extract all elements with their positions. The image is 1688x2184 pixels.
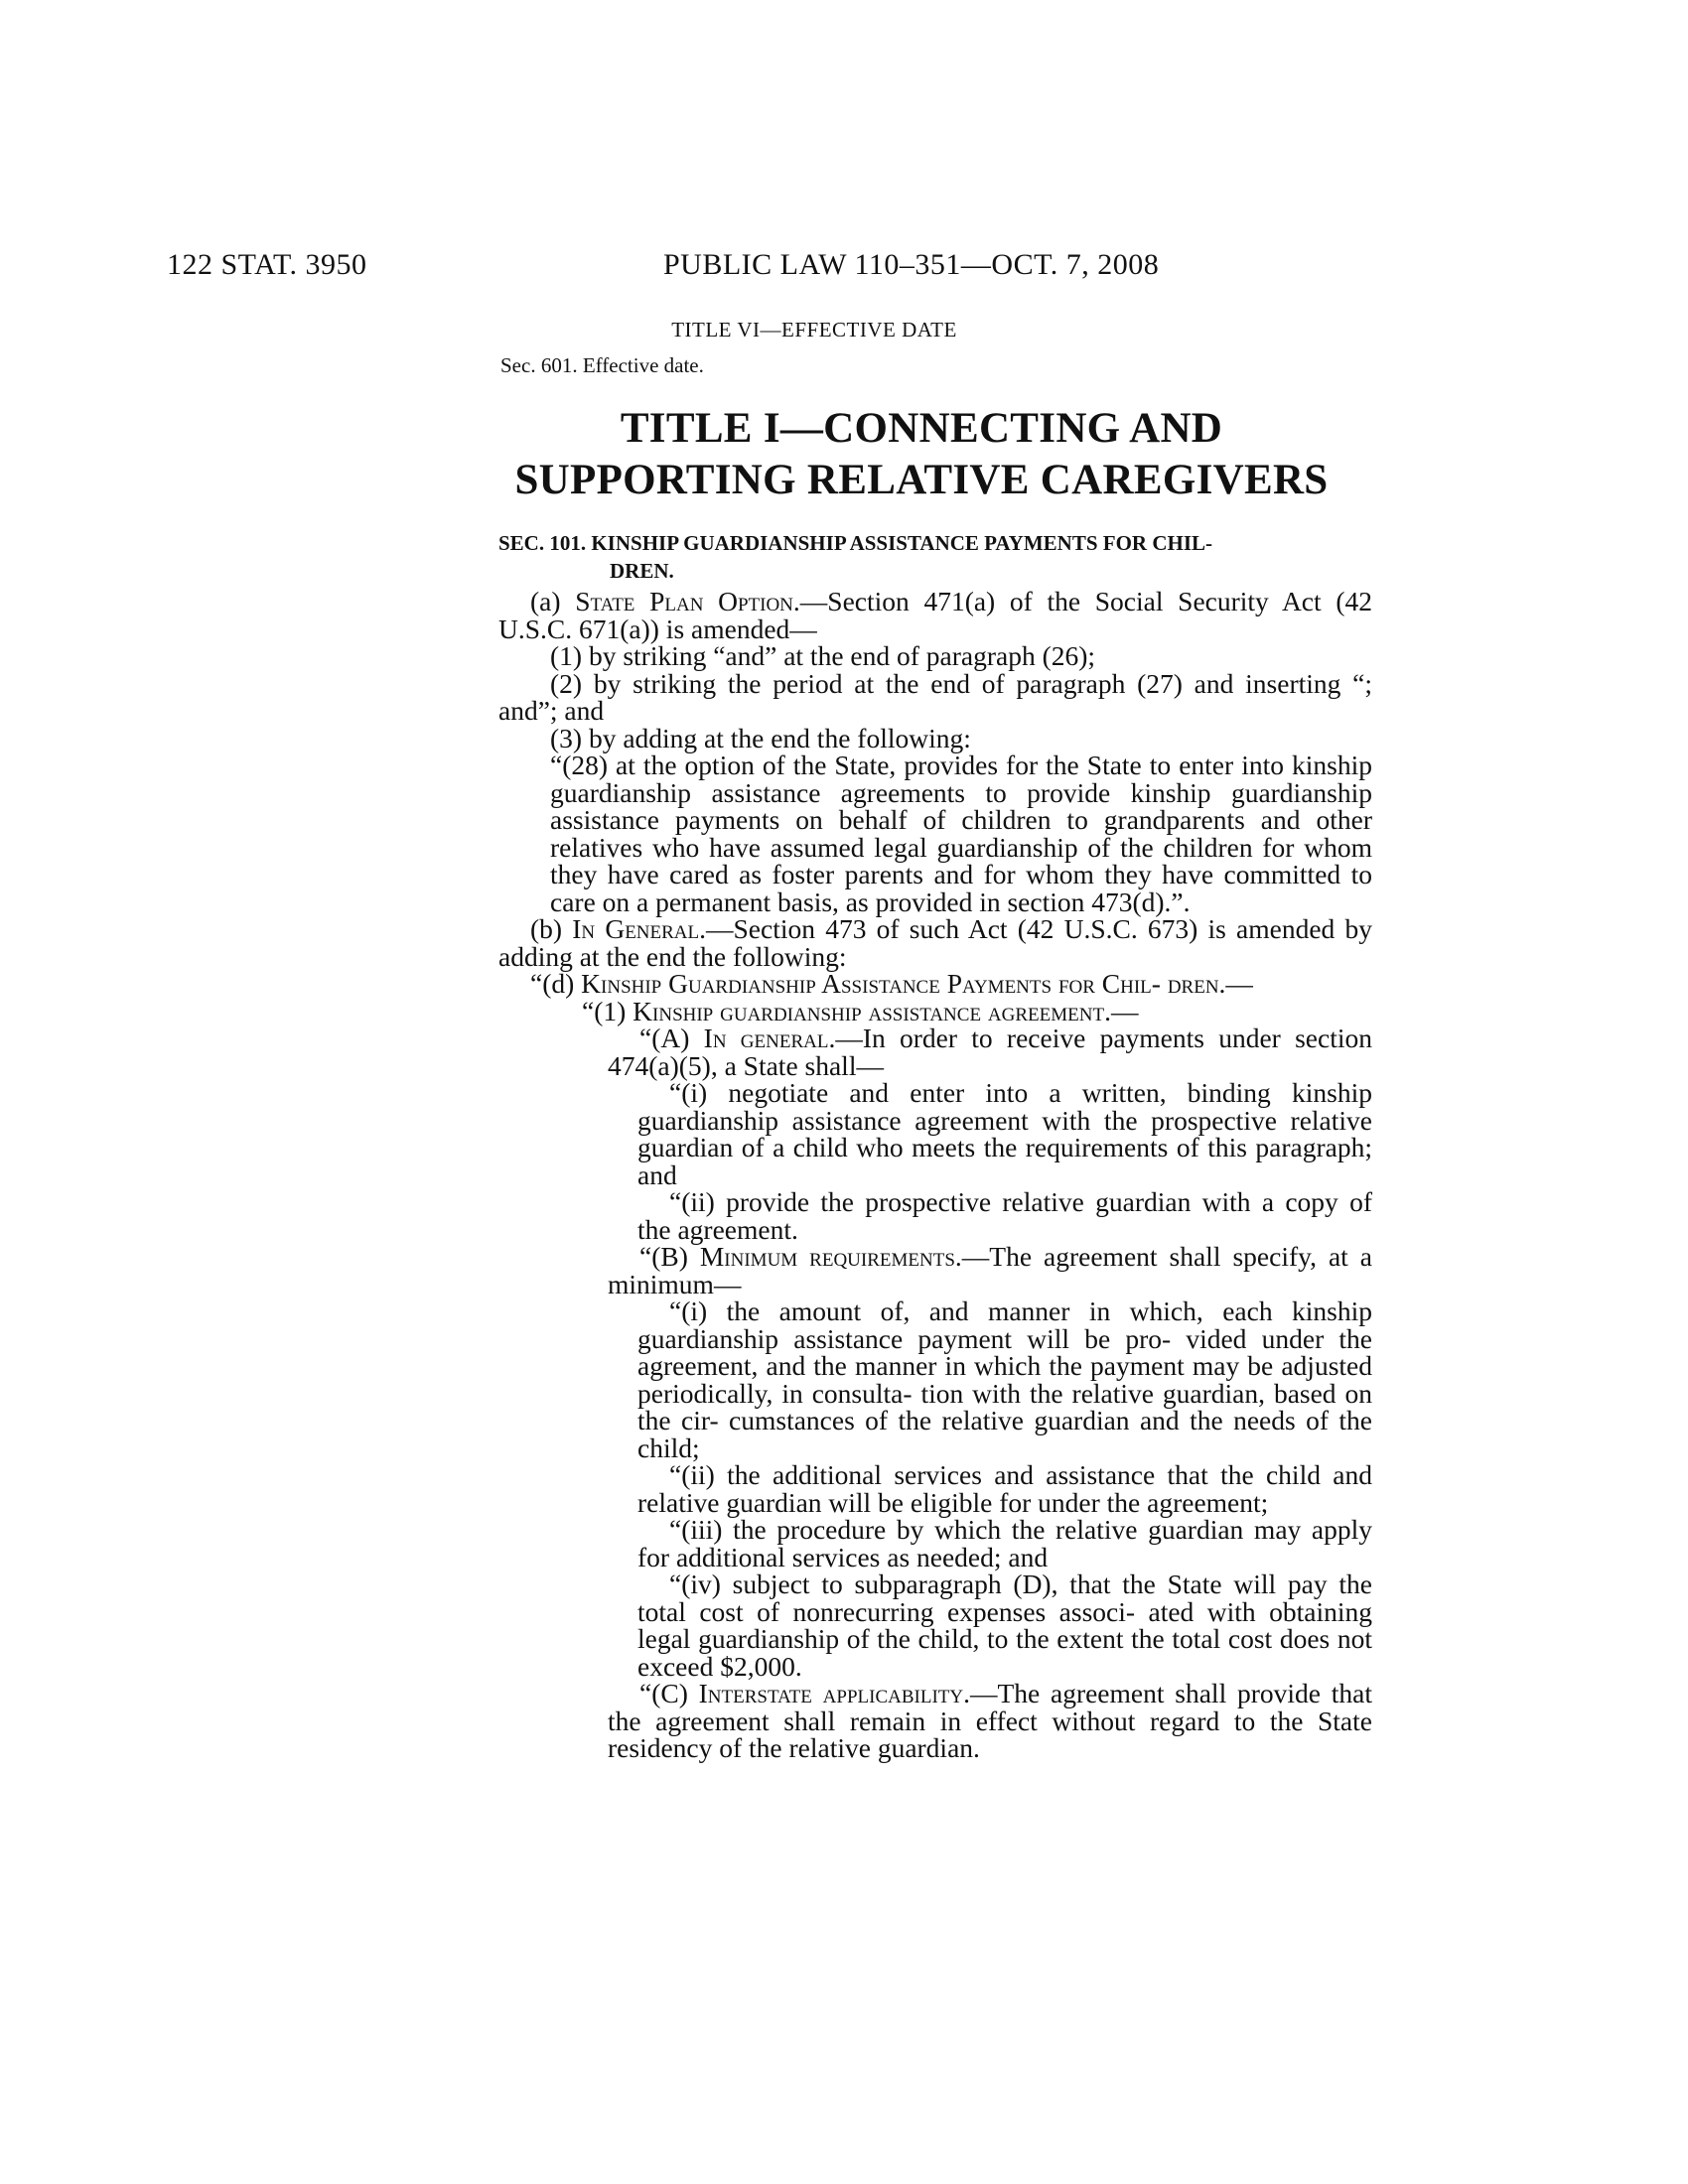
section-heading	[498, 529, 1372, 585]
paragraph-d-1-heading: Kinship guardianship assistance agreement	[633, 995, 1105, 1026]
clause-B-ii: “(ii) the additional services and assistance that the child and relative guardian will be eligible for under the agreement;	[637, 1459, 1372, 1518]
clause-B-i: “(i) the amount of, and manner in which, each kinship guardianship assistance payment will be pro- vided under the agreement, and the manner in which the payment may be adjusted periodically, in consulta- tion with the relative guardian, based on the cir- cumstances of the relative guardian and the needs of the child;	[637, 1296, 1372, 1463]
title-heading-line-2: SUPPORTING RELATIVE CAREGIVERS	[514, 457, 1329, 503]
clause-B-iii: “(iii) the procedure by which the relative guardian may apply for additional services as needed; and	[637, 1514, 1372, 1572]
subsection-a: (a) State Plan Option.—Section 471(a) of the Social Security Act (42 U.S.C. 671(a)) is amended—	[498, 586, 1372, 644]
subsection-d-heading: Kinship Guardianship Assistance Payments for Chil- dren	[581, 968, 1219, 999]
subparagraph-A: “(A) In general.—In order to receive payments under section 474(a)(5), a State shall—	[608, 1023, 1372, 1081]
clause-A-i: “(i) negotiate and enter into a written, binding kinship guardianship assistance agreement with the prospective relative guardian of a child who meets the requirements of this paragraph; and	[637, 1077, 1372, 1190]
document-body	[498, 588, 1372, 1762]
subparagraph-C: “(C) Interstate applicability.—The agreement shall provide that the agreement shall remain in effect without regard to the State residency of the relative guardian.	[608, 1678, 1372, 1763]
subsection-a-heading: State Plan Option	[575, 586, 793, 616]
section-heading-line-2: DREN.	[610, 559, 674, 583]
paragraph-28: “(28) at the option of the State, provides for the State to enter into kinship guardianship assistance agreements to provide kinship guardianship assistance payments on behalf of children to grandparents and other relatives who have assumed legal guardianship of the children for whom they have cared as foster parents and for whom they have committed to care on a permanent basis, as provided in section 473(d).”.	[550, 750, 1372, 917]
paragraph-1: (1) by striking “and” at the end of paragraph (26);	[550, 640, 1096, 671]
toc-title: TITLE VI—EFFECTIVE DATE	[671, 318, 957, 341]
paragraph-3: (3) by adding at the end the following:	[550, 722, 971, 753]
title-heading	[465, 403, 1378, 506]
subsection-b-heading: In General	[572, 913, 700, 944]
paragraph-d-1: “(1) Kinship guardianship assistance agreement.—	[582, 995, 1139, 1026]
title-heading-line-1: TITLE I—CONNECTING AND	[620, 405, 1223, 452]
subparagraph-B-heading: Minimum requirements	[699, 1241, 955, 1272]
statute-page-reference: 122 STAT. 3950	[167, 248, 367, 281]
subsection-d: “(d) Kinship Guardianship Assistance Payments for Chil- dren.—	[530, 968, 1253, 999]
clause-A-ii: “(ii) provide the prospective relative guardian with a copy of the agreement.	[637, 1186, 1372, 1245]
toc-entry: Sec. 601. Effective date.	[500, 353, 704, 377]
public-law-citation: PUBLIC LAW 110–351—OCT. 7, 2008	[663, 248, 1160, 281]
subparagraph-C-heading: Interstate applicability	[698, 1678, 964, 1708]
subsection-b: (b) In General.—Section 473 of such Act (42 U.S.C. 673) is amended by adding at the end the following:	[498, 913, 1372, 972]
subparagraph-A-heading: In general	[703, 1023, 829, 1053]
section-heading-line-1: SEC. 101. KINSHIP GUARDIANSHIP ASSISTANCE PAYMENTS FOR CHIL-	[498, 531, 1213, 555]
clause-B-iv: “(iv) subject to subparagraph (D), that the State will pay the total cost of nonrecurring expenses associ- ated with obtaining legal guardianship of the child, to the extent the total cost does not exceed $2,000.	[637, 1569, 1372, 1682]
paragraph-2: (2) by striking the period at the end of paragraph (27) and inserting “; and”; and	[498, 667, 1372, 726]
page-header	[167, 248, 1376, 288]
subparagraph-B: “(B) Minimum requirements.—The agreement shall specify, at a minimum—	[608, 1241, 1372, 1299]
